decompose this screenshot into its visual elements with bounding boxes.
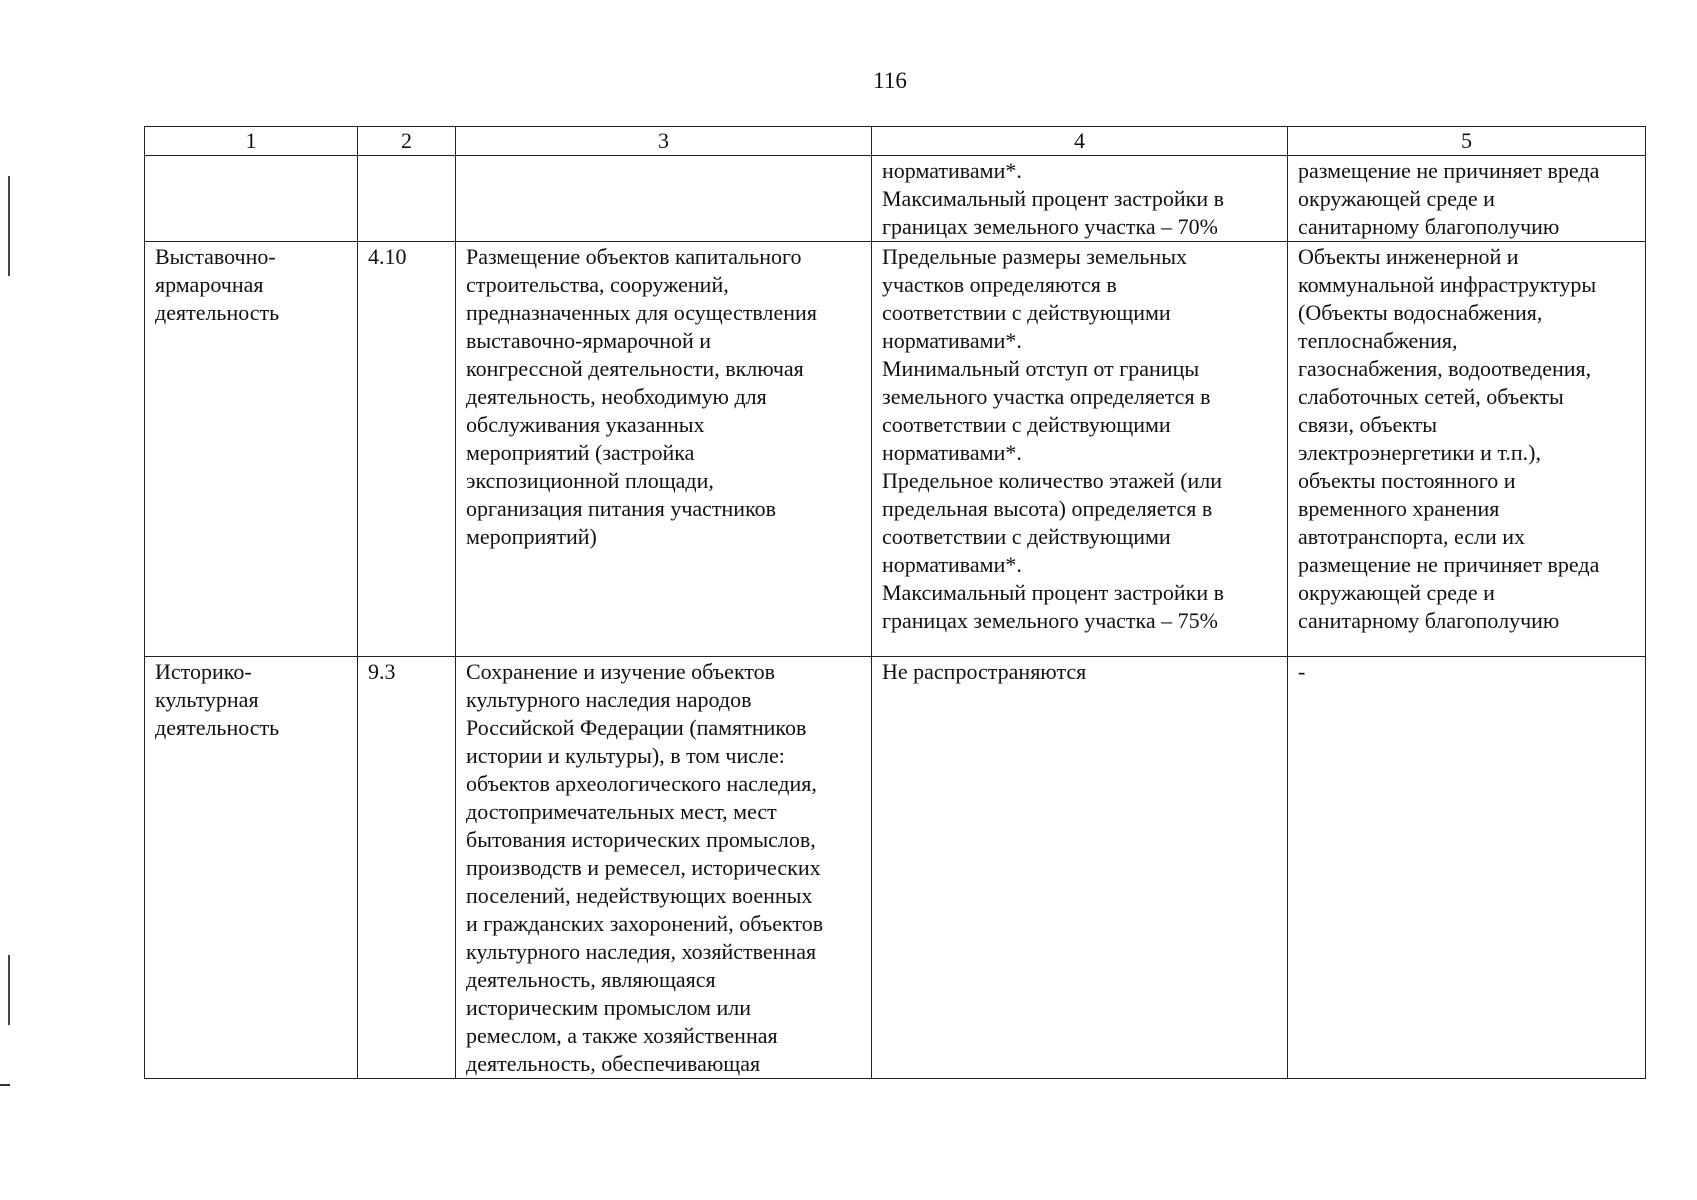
text-line: и гражданских захоронений, объектов	[466, 911, 824, 936]
cell-infrastructure	[1288, 156, 1646, 242]
text-line: коммунальной инфраструктуры	[1298, 272, 1597, 297]
text-line: соответствии с действующими	[882, 524, 1171, 549]
column-header: 4	[872, 127, 1288, 156]
cell-name	[145, 657, 358, 1079]
text-line: нормативами*.	[882, 552, 1022, 577]
text-line: размещение не причиняет вреда	[1298, 552, 1600, 577]
text-line: культурного наследия, хозяйственная	[466, 939, 817, 964]
text-line: экспозиционной площади,	[466, 468, 714, 493]
text-line: Историко-	[155, 659, 252, 684]
text-line: Не распространяются	[882, 659, 1087, 684]
cell-infrastructure	[1288, 242, 1646, 657]
table-header-row	[145, 127, 1646, 156]
text-line: культурного наследия народов	[466, 687, 752, 712]
cell-name	[145, 242, 358, 657]
text-line: Минимальный отступ от границы	[882, 356, 1200, 381]
text-line: Максимальный процент застройки в	[882, 186, 1224, 211]
text-line: предельная высота) определяется в	[882, 496, 1213, 521]
text-line: выставочно-ярмарочной и	[466, 328, 712, 353]
cell-parameters	[872, 657, 1288, 1079]
text-line: границах земельного участка – 70%	[882, 214, 1218, 239]
table-row	[145, 242, 1646, 657]
text-line: деятельность	[155, 300, 280, 325]
text-line: Предельное количество этажей (или	[882, 468, 1223, 493]
text-line: строительства, сооружений,	[466, 272, 729, 297]
text-line: конгрессной деятельности, включая	[466, 356, 804, 381]
cell-name	[145, 156, 358, 242]
text-line: окружающей среде и	[1298, 186, 1495, 211]
table-row	[145, 657, 1646, 1079]
text-line: окружающей среде и	[1298, 580, 1495, 605]
text-line: газоснабжения, водоотведения,	[1298, 356, 1592, 381]
text-line: временного хранения	[1298, 496, 1500, 521]
text-line: достопримечательных мест, мест	[466, 799, 777, 824]
text-line: санитарному благополучию	[1298, 608, 1560, 633]
text-line: Предельные размеры земельных	[882, 244, 1187, 269]
text-line: нормативами*.	[882, 440, 1022, 465]
text-line: культурная	[155, 687, 259, 712]
text-line: истории и культуры), в том числе:	[466, 743, 785, 768]
text-line: 9.3	[368, 659, 396, 684]
text-line: деятельность, обеспечивающая	[466, 1051, 761, 1076]
text-line: обслуживания указанных	[466, 412, 705, 437]
column-header: 1	[145, 127, 358, 156]
cell-description	[456, 156, 872, 242]
text-line: границах земельного участка – 75%	[882, 608, 1218, 633]
cell-description	[456, 242, 872, 657]
text-line: соответствии с действующими	[882, 412, 1171, 437]
text-line: производств и ремесел, исторических	[466, 855, 821, 880]
text-line: объектов археологического наследия,	[466, 771, 817, 796]
cell-code	[358, 657, 456, 1079]
page-number: 116	[873, 68, 907, 93]
text-line: соответствии с действующими	[882, 300, 1171, 325]
table-row	[145, 156, 1646, 242]
text-line: объекты постоянного и	[1298, 468, 1516, 493]
text-line: Максимальный процент застройки в	[882, 580, 1224, 605]
text-line: нормативами*.	[882, 158, 1022, 183]
text-line: поселений, недействующих военных	[466, 883, 813, 908]
text-line: Размещение объектов капитального	[466, 244, 802, 269]
column-header: 2	[358, 127, 456, 156]
text-line: санитарному благополучию	[1298, 214, 1560, 239]
text-line: связи, объекты	[1298, 412, 1438, 437]
text-line: участков определяются в	[882, 272, 1117, 297]
text-line: бытования исторических промыслов,	[466, 827, 816, 852]
text-line: электроэнергетики и т.п.),	[1298, 440, 1541, 465]
cell-parameters	[872, 242, 1288, 657]
cell-code	[358, 156, 456, 242]
text-line: ремеслом, а также хозяйственная	[466, 1023, 778, 1048]
text-line: историческим промыслом или	[466, 995, 751, 1020]
text-line: Сохранение и изучение объектов	[466, 659, 776, 684]
column-header: 5	[1288, 127, 1646, 156]
text-line: автотранспорта, если их	[1298, 524, 1526, 549]
text-line: 4.10	[368, 244, 407, 269]
text-line: ярмарочная	[155, 272, 264, 297]
text-line: организация питания участников	[466, 496, 777, 521]
text-line: Российской Федерации (памятников	[466, 715, 807, 740]
cell-description	[456, 657, 872, 1079]
text-line: деятельность, являющаяся	[466, 967, 716, 992]
text-line: -	[1298, 659, 1306, 684]
text-line: Выставочно-	[155, 244, 276, 269]
text-line: мероприятий (застройка	[466, 440, 695, 465]
text-line: теплоснабжения,	[1298, 328, 1458, 353]
text-line: земельного участка определяется в	[882, 384, 1211, 409]
text-line: предназначенных для осуществления	[466, 300, 817, 325]
text-line: деятельность, необходимую для	[466, 384, 767, 409]
text-line: мероприятий)	[466, 524, 597, 549]
land-use-table	[144, 126, 1646, 1079]
text-line: (Объекты водоснабжения,	[1298, 300, 1543, 325]
text-line: деятельность	[155, 715, 280, 740]
text-line: слаботочных сетей, объекты	[1298, 384, 1564, 409]
cell-parameters	[872, 156, 1288, 242]
cell-code	[358, 242, 456, 657]
scan-margin-mark-base	[0, 1084, 10, 1086]
scan-margin-mark-bottom	[8, 955, 10, 1025]
text-line: размещение не причиняет вреда	[1298, 158, 1600, 183]
text-line: Объекты инженерной и	[1298, 244, 1519, 269]
scan-margin-mark-top	[8, 176, 10, 276]
text-line: нормативами*.	[882, 328, 1022, 353]
column-header: 3	[456, 127, 872, 156]
cell-infrastructure	[1288, 657, 1646, 1079]
